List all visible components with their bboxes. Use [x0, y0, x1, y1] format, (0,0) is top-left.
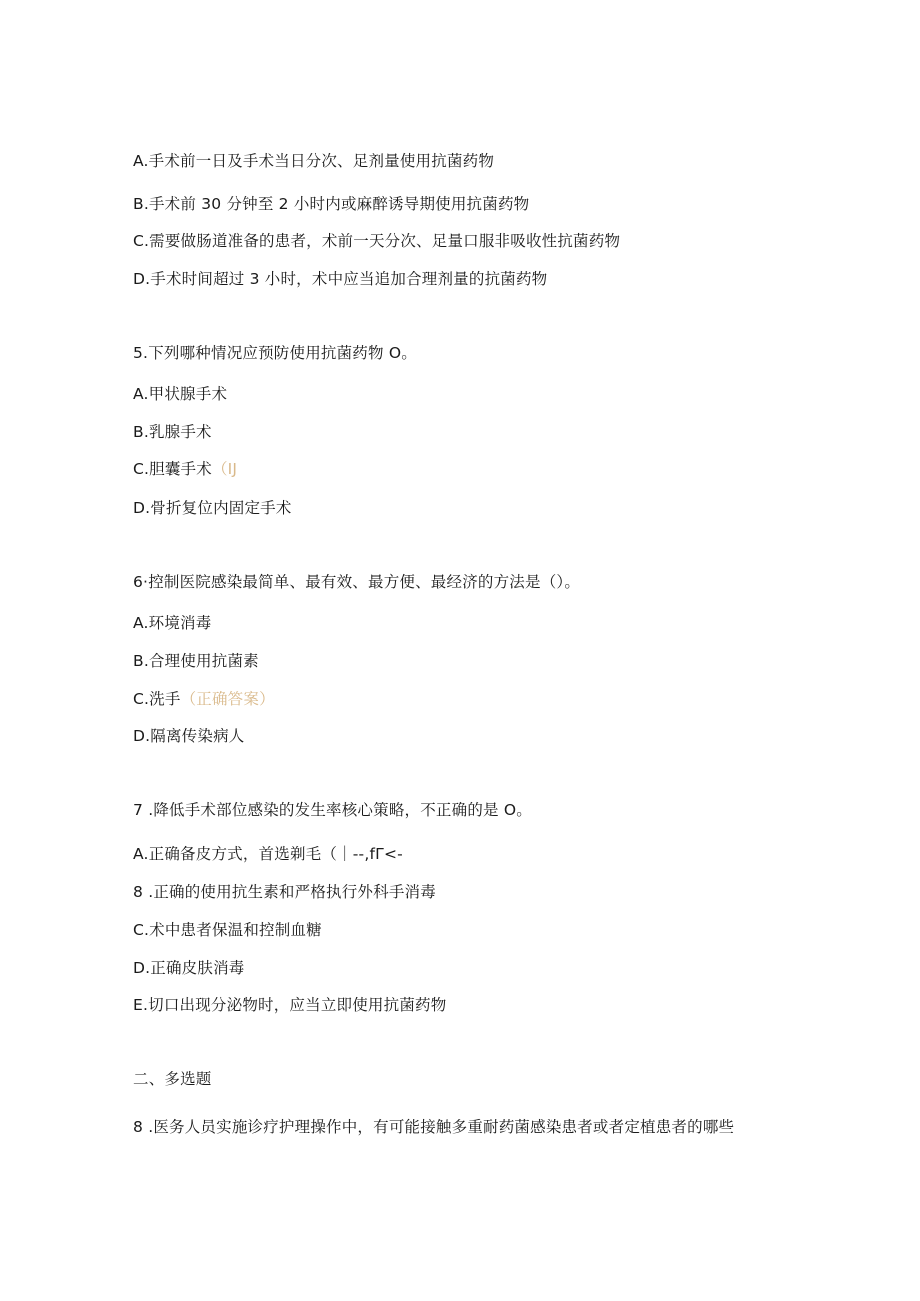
q8-question: 8 .医务人员实施诊疗护理操作中，有可能接触多重耐药菌感染患者或者定植患者的哪些: [133, 1118, 735, 1136]
q7-option-a: A.正确备皮方式，首选剃毛（｜--,fΓ<-: [133, 845, 403, 863]
q5-question: 5.下列哪种情况应预防使用抗菌药物 O。: [133, 344, 417, 362]
q6-option-a: A.环境消毒: [133, 614, 212, 632]
q5-option-c-note: （IJ: [211, 460, 238, 478]
q6-option-c: [133, 689, 275, 709]
q7-option-d: D.正确皮肤消毒: [133, 959, 245, 977]
q4-option-c: C.需要做肠道准备的患者，术前一天分次、足量口服非吸收性抗菌药物: [133, 232, 621, 250]
q6-option-b: B.合理使用抗菌素: [133, 652, 259, 670]
q6-option-d: D.隔离传染病人: [133, 727, 245, 745]
q7-option-b: 8 .正确的使用抗生素和严格执行外科手消毒: [133, 883, 436, 901]
section-title: 二、多选题: [133, 1070, 212, 1088]
q7-option-c: C.术中患者保温和控制血糖: [133, 921, 322, 939]
q5-option-a: A.甲状腺手术: [133, 385, 228, 403]
q6-option-c-note: （正确答案）: [180, 690, 275, 708]
q5-option-b: B.乳腺手术: [133, 423, 212, 441]
q5-option-d: D.骨折复位内固定手术: [133, 499, 292, 517]
q4-option-b: B.手术前 30 分钟至 2 小时内或麻醉诱导期使用抗菌药物: [133, 195, 530, 213]
q6-question: 6·控制医院感染最简单、最有效、最方便、最经济的方法是（）。: [133, 573, 581, 591]
q5-option-c-text: C.胆囊手术: [133, 460, 212, 478]
q4-option-d: D.手术时间超过 3 小时，术中应当追加合理剂量的抗菌药物: [133, 270, 548, 288]
q6-option-c-text: C.洗手: [133, 690, 181, 708]
q4-option-a: A.手术前一日及手术当日分次、足剂量使用抗菌药物: [133, 152, 495, 170]
q7-option-e: E.切口出现分泌物时，应当立即使用抗菌药物: [133, 996, 447, 1014]
q7-question: 7 .降低手术部位感染的发生率核心策略，不正确的是 O。: [133, 801, 532, 819]
q5-option-c: [133, 459, 237, 479]
